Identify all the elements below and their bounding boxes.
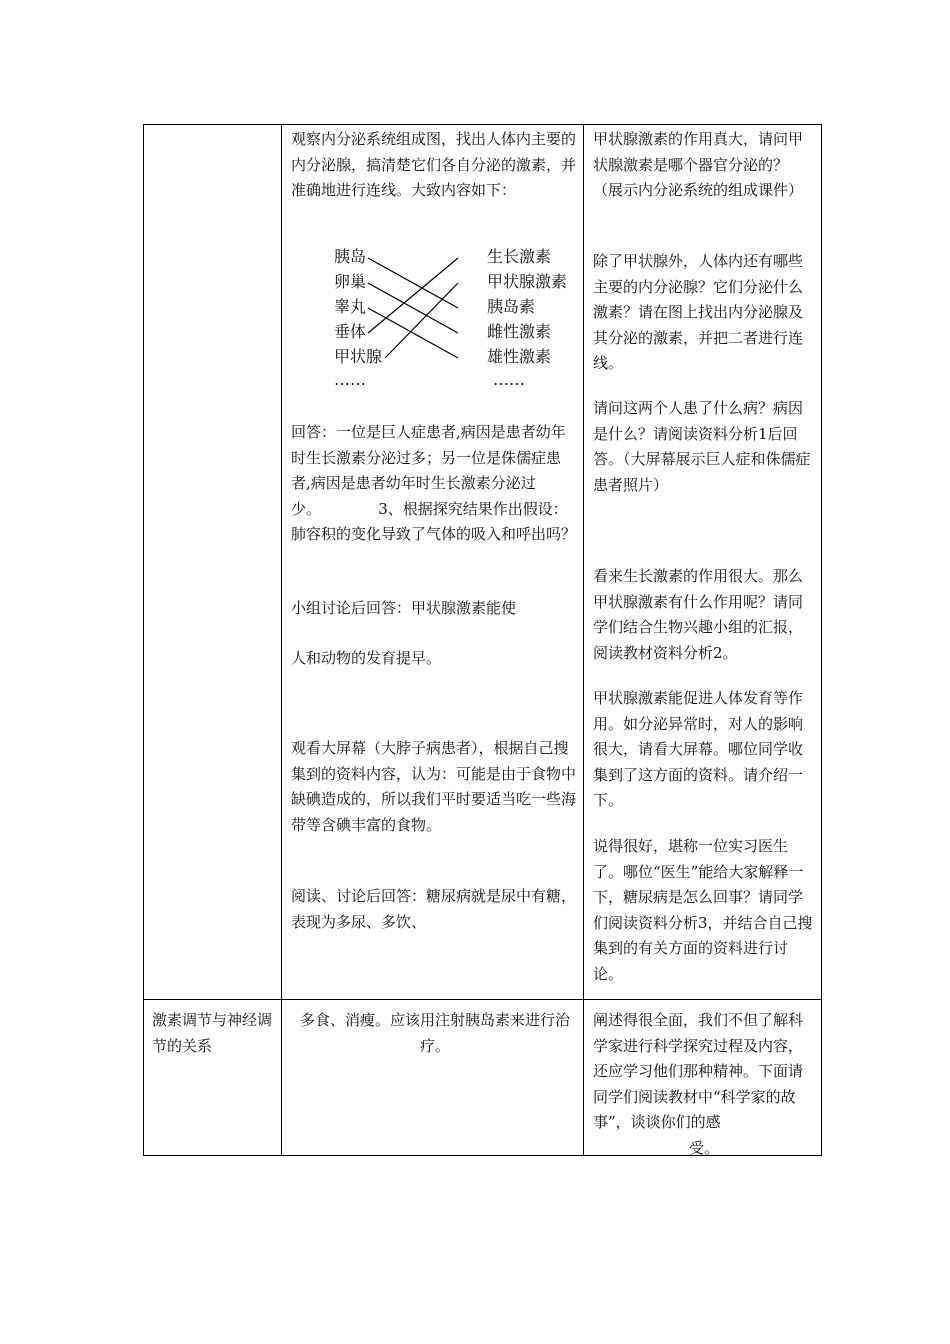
table-right-border (821, 124, 822, 1156)
gland-label: 胰岛 (334, 247, 367, 266)
table-col-divider-2 (583, 124, 584, 1156)
teacher-text: 甲状腺激素的作用真大，请问甲状腺激素是哪个器官分泌的？（展示内分泌系统的组成课件） (593, 130, 804, 199)
student-activity-intro (291, 127, 579, 204)
intro-text: 观察内分泌系统组成图，找出人体内主要的内分泌腺，搞清楚它们各自分泌的激素，并准确地进行连线。大致内容如下： (291, 130, 577, 199)
treatment-text: 多食、消瘦。应该用注射胰岛素来进行治疗。 (299, 1011, 570, 1055)
table-col-divider-1 (281, 124, 282, 1156)
summary-tail: 受。 (688, 1138, 719, 1157)
hypothesis-text: 3、根据探究结果作出假设：肺容积的变化导致了气体的吸入和呼出吗？ (291, 499, 577, 543)
section-title: 激素调节与神经调节的关系 (152, 1011, 273, 1055)
teacher-question-disease (593, 396, 815, 498)
group-discussion-answer (291, 596, 579, 622)
teacher-diabetes-prompt (593, 834, 815, 987)
gland-label: 垂体 (334, 322, 367, 341)
hormone-label: 雄性激素 (487, 347, 552, 366)
goiter-observation (291, 736, 579, 838)
connector-line (385, 283, 458, 358)
teacher-text: 请问这两个人患了什么病？病因是什么？请阅读资料分析1后回答。（大屏幕展示巨人症和侏儒症患者照片） (593, 399, 811, 494)
table-left-border (143, 124, 144, 1156)
gland-label: 睾丸 (334, 297, 367, 316)
teacher-question-thyroid (593, 127, 815, 204)
hormone-label: 甲状腺激素 (487, 272, 568, 291)
teacher-text: 甲状腺激素能促进人体发育等作用。如分泌异常时，对人的影响很大，请看大屏幕。哪位同学收集到了这方面的资料。请介绍一下。 (593, 689, 804, 809)
hormone-label: 雌性激素 (487, 322, 552, 341)
connector-line (368, 258, 458, 308)
diabetes-text: 阅读、讨论后回答：糖尿病就是尿中有糖，表现为多尿、多饮、 (291, 887, 577, 931)
development-answer (291, 646, 579, 672)
teacher-thyroid-effects (593, 686, 815, 814)
gland-label: 甲状腺 (334, 347, 383, 366)
discussion-text: 小组讨论后回答：甲状腺激素能使 (291, 599, 517, 617)
teacher-summary-cell (593, 1008, 815, 1161)
hormone-label: 胰岛素 (487, 297, 536, 316)
goiter-text: 观看大屏幕（大脖子病患者），根据自己搜集到的资料内容，认为：可能是由于食物中缺碘造成的，所以我们平时要适当吃一些海带等含碘丰富的食物。 (291, 739, 577, 834)
answer-text: 回答：一位是巨人症患者,病因是患者幼年时生长激素分泌过多；另一位是侏儒症患者,病因是患者幼年时生长激素分泌过少。 (291, 423, 566, 518)
table-row-divider (143, 999, 822, 1000)
diabetes-answer (291, 884, 579, 935)
table-top-border (143, 124, 822, 125)
connector-line (368, 258, 458, 333)
teacher-text: 看来生长激素的作用很大。那么甲状腺激素有什么作用呢？请同学们结合生物兴趣小组的汇报，阅读教材资料分析2。 (593, 567, 804, 662)
answer-giant-dwarf (291, 420, 579, 548)
teacher-question-growth (593, 564, 815, 666)
section-title-cell (152, 1008, 276, 1059)
hormone-label: 生长激素 (487, 247, 552, 266)
hormone-label: …… (493, 370, 525, 389)
diabetes-treatment-cell (291, 1008, 579, 1059)
gland-label: …… (334, 370, 366, 389)
gland-hormone-matching-diagram (330, 240, 580, 390)
teacher-text: 除了甲状腺外，人体内还有哪些主要的内分泌腺？它们分泌什么激素？请在图上找出内分泌腺及其分泌的激素，并把二者进行连线。 (593, 252, 804, 372)
teacher-question-glands (593, 249, 815, 377)
development-text: 人和动物的发育提早。 (291, 649, 442, 667)
summary-text: 阐述得很全面，我们不但了解科学家进行科学探究过程及内容，还应学习他们那种精神。下面请同学们阅读教材中“科学家的故事”，谈谈你们的感 (593, 1011, 804, 1131)
teacher-text: 说得很好，堪称一位实习医生了。哪位“医生”能给大家解释一下，糖尿病是怎么回事？请同学们阅读资料分析3，并结合自己搜集到的有关方面的资料进行讨论。 (593, 837, 813, 983)
gland-label: 卵巢 (334, 272, 367, 291)
connector-line (368, 283, 458, 333)
